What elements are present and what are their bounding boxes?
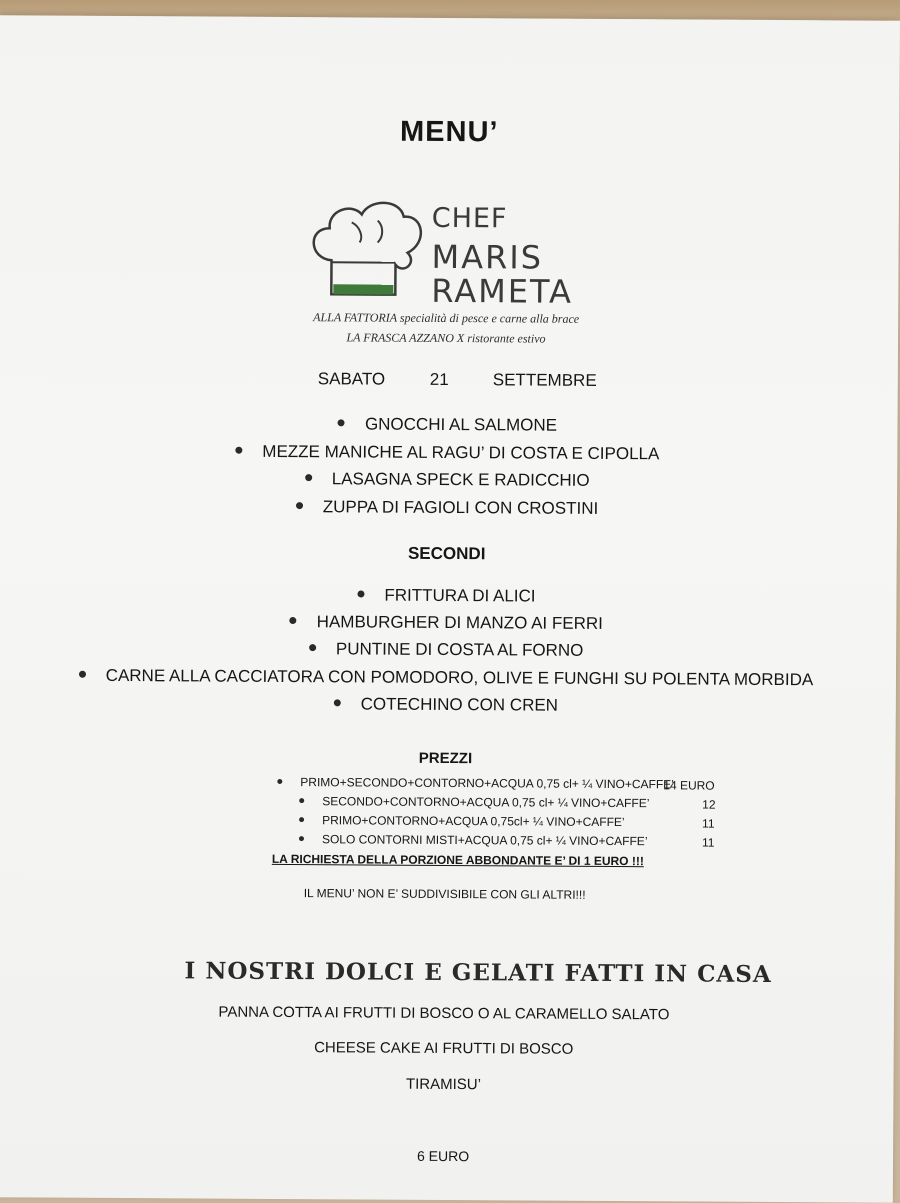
dessert-price: 6 EURO [416,1147,470,1165]
list-item: CARNE ALLA CACCIATORA CON POMODORO, OLIVE E FUNGHI SU POLENTA MORBIDA [0,665,896,690]
menu-not-divisible-note: IL MENU’ NON E’ SUDDIVISIBILE CON GLI ALTRI!!! [303,886,586,902]
dessert-item: PANNA COTTA AI FRUTTI DI BOSCO O AL CARAMELLO SALATO [218,1003,670,1024]
dessert-item: CHEESE CAKE AI FRUTTI DI BOSCO [314,1039,574,1058]
section-title-prezzi: PREZZI [418,749,473,768]
price-row: PRIMO+CONTORNO+ACQUA 0,75cl+ ¼ VINO+CAFFE’ [299,813,625,829]
price-row: PRIMO+SECONDO+CONTORNO+ACQUA 0,75 cl+ ¼ VINO+CAFFE’ [277,775,674,791]
date-number: 21 [429,369,449,389]
logo-line-chef: CHEF [431,202,508,235]
list-item: PUNTINE DI COSTA AL FORNO [0,637,896,662]
restaurant-logo [303,192,604,324]
list-item: LASAGNA SPECK E RADICCHIO [0,467,897,492]
abundant-portion-note: LA RICHIESTA DELLA PORZIONE ABBONDANTE E’ DI 1 EURO !!! [271,851,644,869]
list-item: FRITTURA DI ALICI [0,583,897,608]
price-value: 11 [702,816,715,831]
dolci-title: I NOSTRI DOLCI E GELATI FATTI IN CASA [184,957,772,988]
list-item: COTECHINO CON CREN [0,692,896,717]
list-item: ZUPPA DI FAGIOLI CON CROSTINI [0,495,897,520]
menu-sheet [0,15,900,1202]
price-value: 14 EURO [663,778,715,793]
menu-title: MENU’ [399,115,499,149]
price-value: 12 [702,797,716,812]
price-row: SECONDO+CONTORNO+ACQUA 0,75 cl+ ¼ VINO+CAFFE’ [299,794,649,810]
price-row: SOLO CONTORNI MISTI+ACQUA 0,75 cl+ ¼ VINO+CAFFE’ [299,832,648,848]
list-item: MEZZE MANICHE AL RAGU’ DI COSTA E CIPOLLA [0,440,897,465]
logo-tagline-1: ALLA FATTORIA specialità di pesce e carne alla brace [313,310,580,326]
date-month: SETTEMBRE [492,370,597,390]
list-item: GNOCCHI AL SALMONE [0,412,898,437]
price-value: 11 [701,835,715,850]
dessert-item: TIRAMISU’ [405,1075,482,1094]
chef-hat-icon [303,192,429,303]
date-day: SABATO [317,369,386,389]
list-item: HAMBURGHER DI MANZO AI FERRI [0,610,896,635]
logo-tagline-2: LA FRASCA AZZANO X ristorante estivo [346,330,546,346]
section-title-secondi: SECONDI [407,543,486,564]
logo-line-rameta: RAMETA [431,271,574,311]
logo-line-maris: MARIS [431,237,544,277]
